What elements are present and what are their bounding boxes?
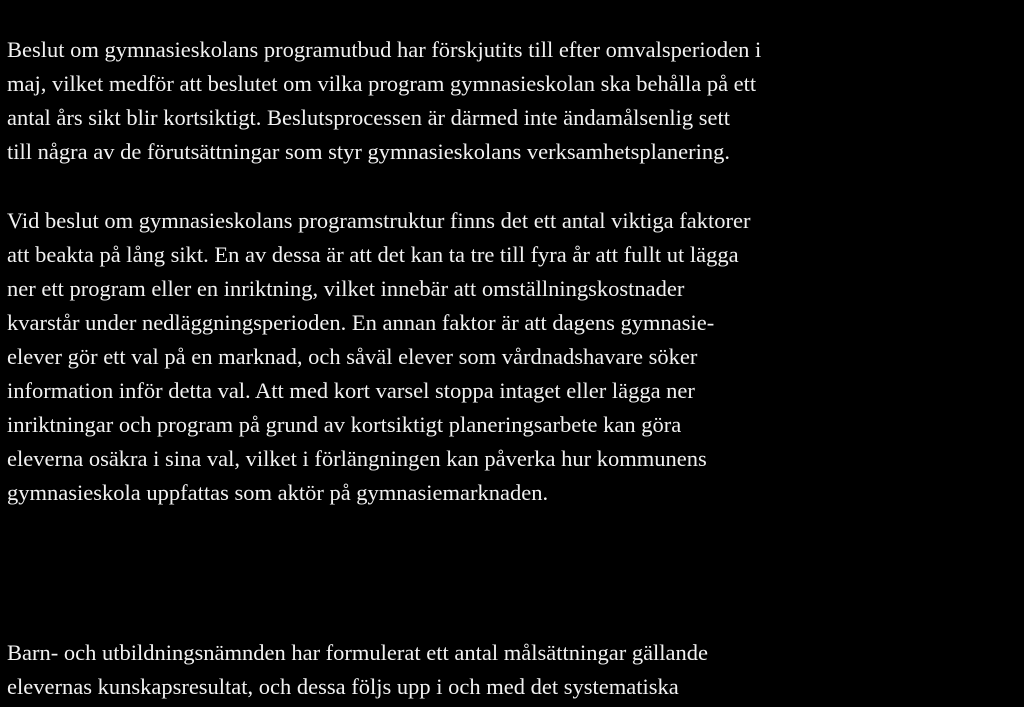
paragraph-line: Vid beslut om gymnasieskolans programstruktur finns det ett antal viktiga faktorer: [7, 208, 751, 233]
paragraph-line: ner ett program eller en inriktning, vilket innebär att omställningskostnader: [7, 276, 685, 301]
paragraph-line: till några av de förutsättningar som styr gymnasieskolans verksamhetsplanering.: [7, 139, 730, 164]
paragraph-line: att beakta på lång sikt. En av dessa är att det kan ta tre till fyra år att fullt ut lägga: [7, 242, 739, 267]
paragraph-line: elevernas kunskapsresultat, och dessa följs upp i och med det systematiska: [7, 674, 679, 699]
paragraph-line: Beslut om gymnasieskolans programutbud har förskjutits till efter omvalsperioden i: [7, 37, 762, 62]
paragraph-line: antal års sikt blir kortsiktigt. Beslutsprocessen är därmed inte ändamålsenlig sett: [7, 105, 730, 130]
paragraph-line: Barn- och utbildningsnämnden har formulerat ett antal målsättningar gällande: [7, 640, 709, 665]
paragraph-1: [7, 33, 1021, 169]
paragraph-3: [7, 636, 1021, 704]
paragraph-line: gymnasieskola uppfattas som aktör på gymnasiemarknaden.: [7, 480, 549, 505]
paragraph-line: maj, vilket medför att beslutet om vilka program gymnasieskolan ska behålla på ett: [7, 71, 757, 96]
paragraph-line: elever gör ett val på en marknad, och såväl elever som vårdnadshavare söker: [7, 344, 698, 369]
paragraph-line: information inför detta val. Att med kort varsel stoppa intaget eller lägga ner: [7, 378, 695, 403]
paragraph-2: [7, 204, 1021, 510]
paragraph-line: inriktningar och program på grund av kortsiktigt planeringsarbete kan göra: [7, 412, 682, 437]
paragraph-line: eleverna osäkra i sina val, vilket i förlängningen kan påverka hur kommunens: [7, 446, 707, 471]
paragraph-line: kvarstår under nedläggningsperioden. En annan faktor är att dagens gymnasie-: [7, 310, 715, 335]
